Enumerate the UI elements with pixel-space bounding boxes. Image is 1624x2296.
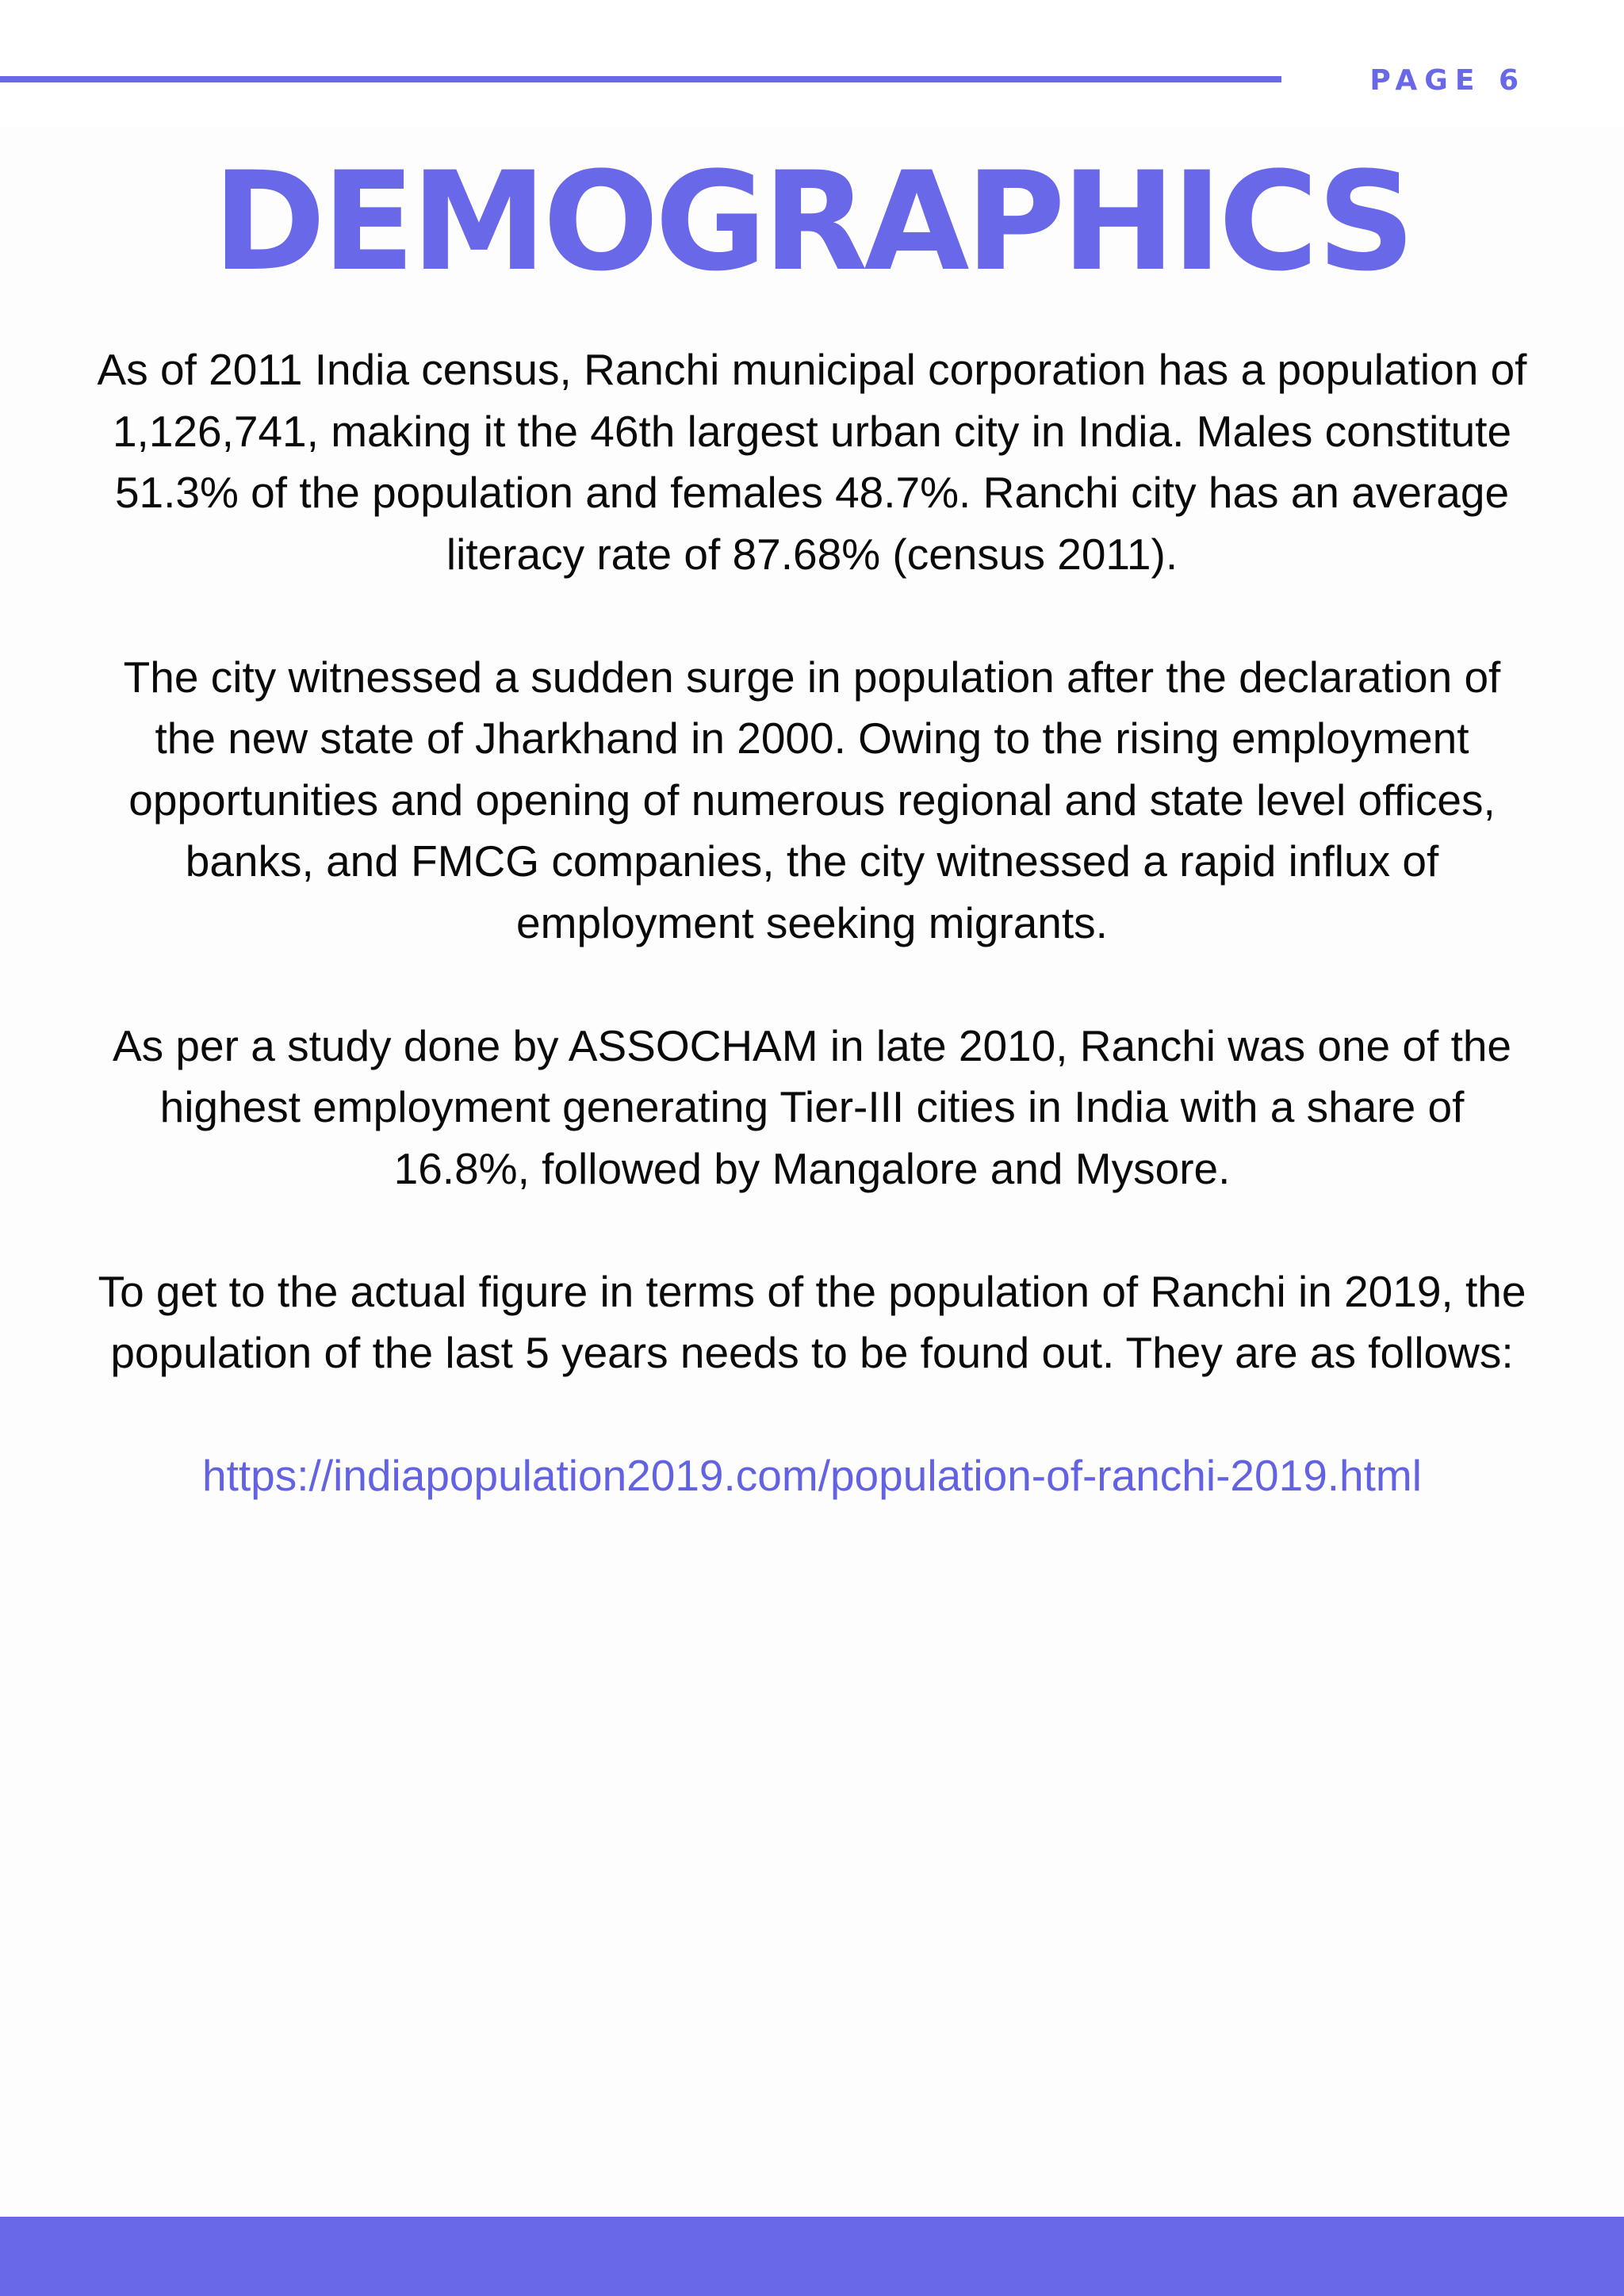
paragraph-census: As of 2011 India census, Ranchi municipal corporation has a population of 1,126,741, making it the 46th largest urban city in India. Males constitute 51.3% of the population and females 48.7%. Ranchi city has an average literacy rate of 87.68% (census 2011). — [97, 345, 1527, 579]
article-body — [87, 339, 1537, 1568]
page-title: DEMOGRAPHICS — [213, 142, 1411, 301]
footer-band — [0, 2217, 1624, 2296]
paragraph-assocham-study: As per a study done by ASSOCHAM in late 2010, Ranchi was one of the highest employment generating Tier-III cities in India with a share of 16.8%, followed by Mangalore and Mysore. — [112, 1020, 1512, 1193]
source-link[interactable]: https://indiapopulation2019.com/population-of-ranchi-2019.html — [202, 1451, 1422, 1500]
paragraph-population-surge: The city witnessed a sudden surge in population after the declaration of the new state of Jharkhand in 2000. Owing to the rising employment opportunities and opening of numerous regional and state level offices, banks, and FMCG companies, the city witnessed a rapid influx of employment seeking migrants. — [123, 652, 1501, 947]
paragraph-population-2019: To get to the actual figure in terms of the population of Ranchi in 2019, the population of the last 5 years needs to be found out. They are as follows: — [98, 1266, 1526, 1377]
source-link-line — [87, 1445, 1537, 1507]
header-rule — [0, 76, 1281, 82]
page-number: PAGE 6 — [1369, 64, 1526, 97]
